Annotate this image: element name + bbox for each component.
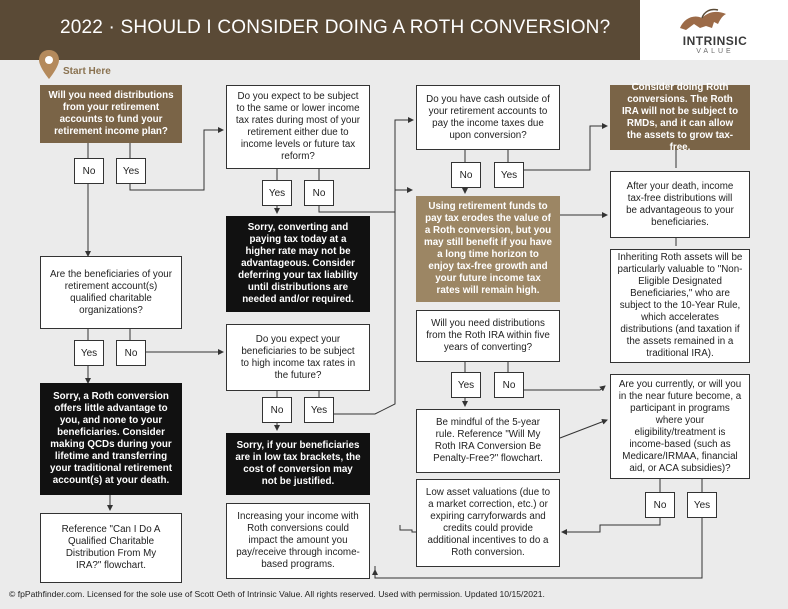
start-here-label: Start Here [63,66,111,77]
node-beneficiaries-higher-rates: Do you expect your beneficiaries to be subject to high income tax rates in the future? [226,324,370,391]
node-increasing-income: Increasing your income with Roth conversions could impact the amount you pay/receive through income-based programs. [226,503,370,579]
node-beneficiaries-charitable: Are the beneficiaries of your retirement account(s) qualified charitable organizations? [40,256,182,329]
node-cash-outside: Do you have cash outside of your retirement accounts to pay the income taxes due upon conversion? [416,85,560,150]
node-need-distributions: Will you need distributions from your retirement accounts to fund your retirement income plan? [40,85,182,143]
answer-yes: Yes [116,158,146,184]
node-inheriting-roth: Inheriting Roth assets will be particularly valuable to "Non-Eligible Designated Beneficiaries," who are subject to the 10-Year Rule, which accelerates distributions (and taxation if the assets remained in a traditional IRA). [610,249,750,363]
node-sorry-little-advantage: Sorry, a Roth conversion offers little advantage to you, and none to your beneficiaries. Consider making QCDs during your lifetime and transferring your traditional retirement account(s) at your death. [40,383,182,495]
node-same-or-lower-rates: Do you expect to be subject to the same or lower income tax rates during most of your retirement either due to income levels or future tax reform? [226,85,370,169]
answer-no: No [262,397,292,423]
node-low-asset-valuations: Low asset valuations (due to a market correction, etc.) or expiring carryforwards and credits could provide additional incentives to do a Roth conversion. [416,479,560,567]
answer-no: No [451,162,481,188]
node-after-death: After your death, income tax-free distributions will be advantageous to your beneficiaries. [610,171,750,238]
node-five-year-rule: Be mindful of the 5-year rule. Reference "Will My Roth IRA Conversion Be Penalty-Free?" flowchart. [416,409,560,473]
answer-yes: Yes [304,397,334,423]
answer-no: No [645,492,675,518]
location-pin-icon [38,49,60,81]
node-using-retirement-funds: Using retirement funds to pay tax erodes the value of a Roth conversion, but you may still benefit if you have a long time horizon to enjoy tax-free growth and your future income tax rates will remain high. [416,196,560,302]
node-reference-qcd: Reference "Can I Do A Qualified Charitable Distribution From My IRA?" flowchart. [40,513,182,583]
answer-no: No [116,340,146,366]
answer-yes: Yes [687,492,717,518]
answer-yes: Yes [451,372,481,398]
answer-no: No [494,372,524,398]
page-title: 2022 · SHOULD I CONSIDER DOING A ROTH CONVERSION? [60,17,611,38]
node-consider-roth: Consider doing Roth conversions. The Roth IRA will not be subject to RMDs, and it can allow the assets to grow tax-free. [610,85,750,150]
node-sorry-converting: Sorry, converting and paying tax today at a higher rate may not be advantageous. Consider deferring your tax liability until distributions are needed and/or required. [226,216,370,312]
answer-yes: Yes [74,340,104,366]
answer-yes: Yes [262,180,292,206]
answer-no: No [74,158,104,184]
answer-no: No [304,180,334,206]
answer-yes: Yes [494,162,524,188]
footer-copyright: © fpPathfinder.com. Licensed for the sole use of Scott Oeth of Intrinsic Value. All rights reserved. Used with permission. Updated 10/15/2021. [9,589,545,599]
node-income-based-programs: Are you currently, or will you in the near future become, a participant in programs where your eligibility/treatment is income-based (such as Medicare/IRMAA, financial aid, or ACA subsidies)? [610,374,750,479]
node-distributions-five-years: Will you need distributions from the Roth IRA within five years of converting? [416,310,560,362]
logo-name: INTRINSIC [682,34,748,48]
logo-subtitle: VALUE [696,48,734,55]
node-sorry-low-brackets: Sorry, if your beneficiaries are in low tax brackets, the cost of conversion may not be justified. [226,433,370,495]
